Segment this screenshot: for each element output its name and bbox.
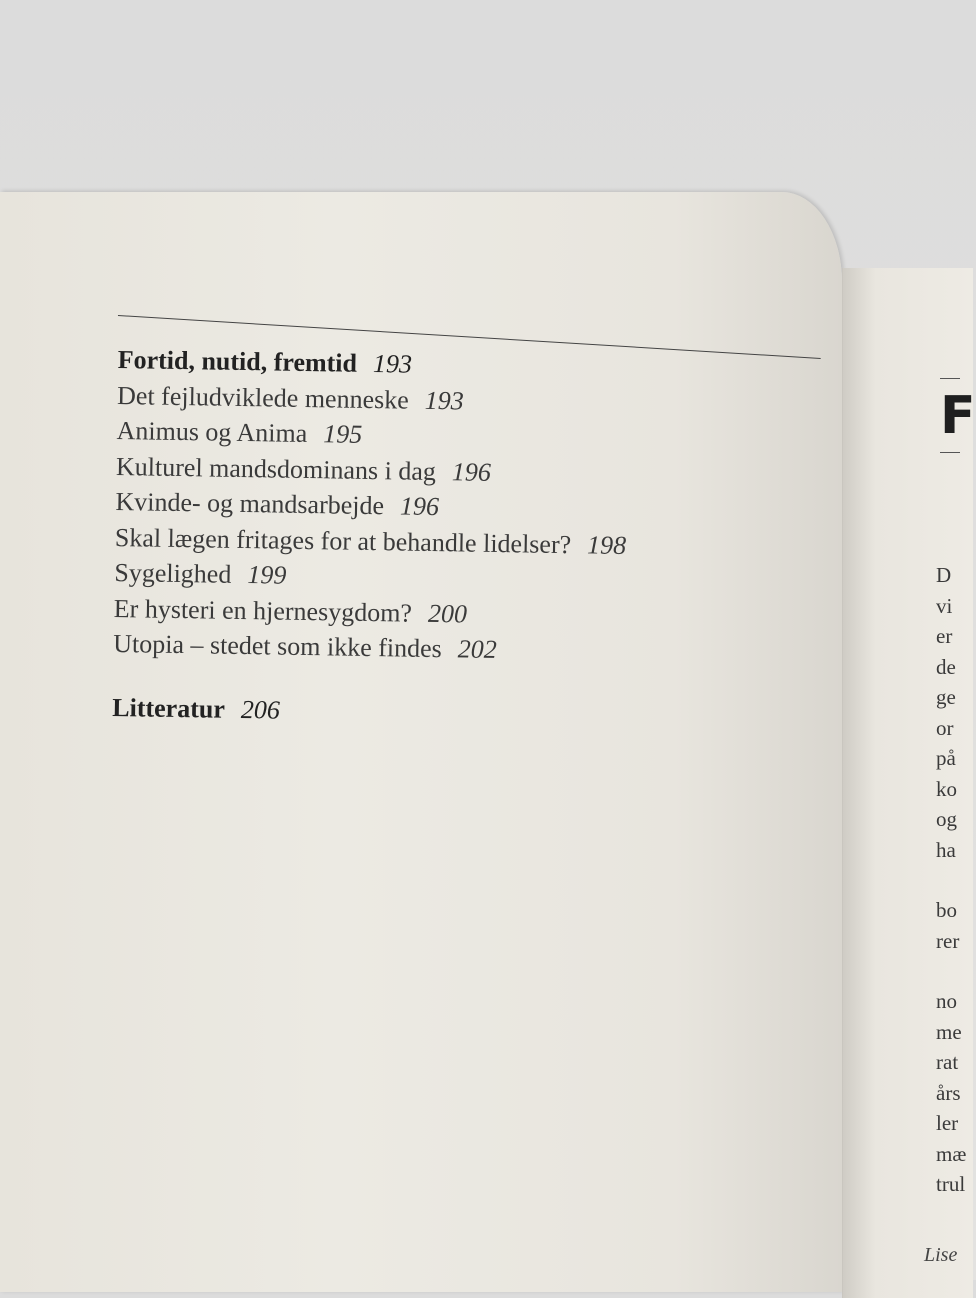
toc-page-number: 199 xyxy=(247,560,287,590)
toc-entry: Det fejludviklede menneske 193 xyxy=(116,380,465,415)
paragraph-gap xyxy=(936,956,960,986)
text-fragment: ko xyxy=(936,776,957,801)
text-fragment: rat xyxy=(936,1050,959,1074)
text-fragment: mæ xyxy=(936,1141,967,1166)
toc-page-number: 195 xyxy=(323,419,363,449)
toc-page-number: 196 xyxy=(399,491,440,522)
text-fragment: ha xyxy=(936,837,956,862)
toc-entry: Litteratur 206 xyxy=(112,692,281,725)
right-page-heading-fragment: F xyxy=(940,386,976,446)
text-fragment: ge xyxy=(936,685,956,709)
text-fragment: de xyxy=(936,654,956,679)
right-page-text-fragments xyxy=(936,560,967,1200)
text-fragment: or xyxy=(936,715,954,740)
text-fragment: på xyxy=(936,746,956,770)
toc-entry: Er hysteri en hjernesygdom? 200 xyxy=(113,593,468,629)
text-fragment: ler xyxy=(936,1111,959,1135)
right-page-author-fragment: Lise xyxy=(924,1244,958,1266)
toc-page-number: 200 xyxy=(427,598,468,629)
text-fragment: års xyxy=(936,1080,961,1105)
toc-entry: Animus og Anima 195 xyxy=(116,415,363,449)
toc-page-number: 202 xyxy=(457,634,498,664)
right-page-rule-bottom xyxy=(940,452,960,453)
toc-entry: Kulturel mandsdominans i dag 196 xyxy=(115,451,492,487)
toc-entry: Fortid, nutid, fremtid 193 xyxy=(117,344,413,379)
toc-page-number: 193 xyxy=(372,349,413,379)
toc-entry: Kvinde- og mandsarbejde 196 xyxy=(115,486,440,522)
toc-entry: Skal lægen fritages for at behandle lidelser? 198 xyxy=(114,522,627,560)
text-fragment: og xyxy=(936,807,957,831)
text-fragment: bo xyxy=(936,898,957,922)
right-page-rule-top xyxy=(940,378,960,379)
toc-page-number: 198 xyxy=(586,529,627,560)
text-fragment: rer xyxy=(936,928,960,953)
toc-entry: Utopia – stedet som ikke findes 202 xyxy=(113,628,498,664)
toc-page-number: 206 xyxy=(240,694,281,725)
text-fragment: D xyxy=(936,563,952,587)
table-of-contents xyxy=(112,342,818,736)
text-fragment: vi xyxy=(936,593,953,618)
text-fragment: no xyxy=(936,989,957,1013)
text-fragment: trul xyxy=(936,1172,966,1196)
paragraph-gap xyxy=(936,865,960,895)
text-fragment: me xyxy=(936,1019,962,1044)
text-fragment: er xyxy=(936,624,953,648)
toc-page-number: 196 xyxy=(451,456,492,487)
toc-entry: Sygelighed 199 xyxy=(114,557,287,590)
toc-page-number: 193 xyxy=(424,385,465,415)
